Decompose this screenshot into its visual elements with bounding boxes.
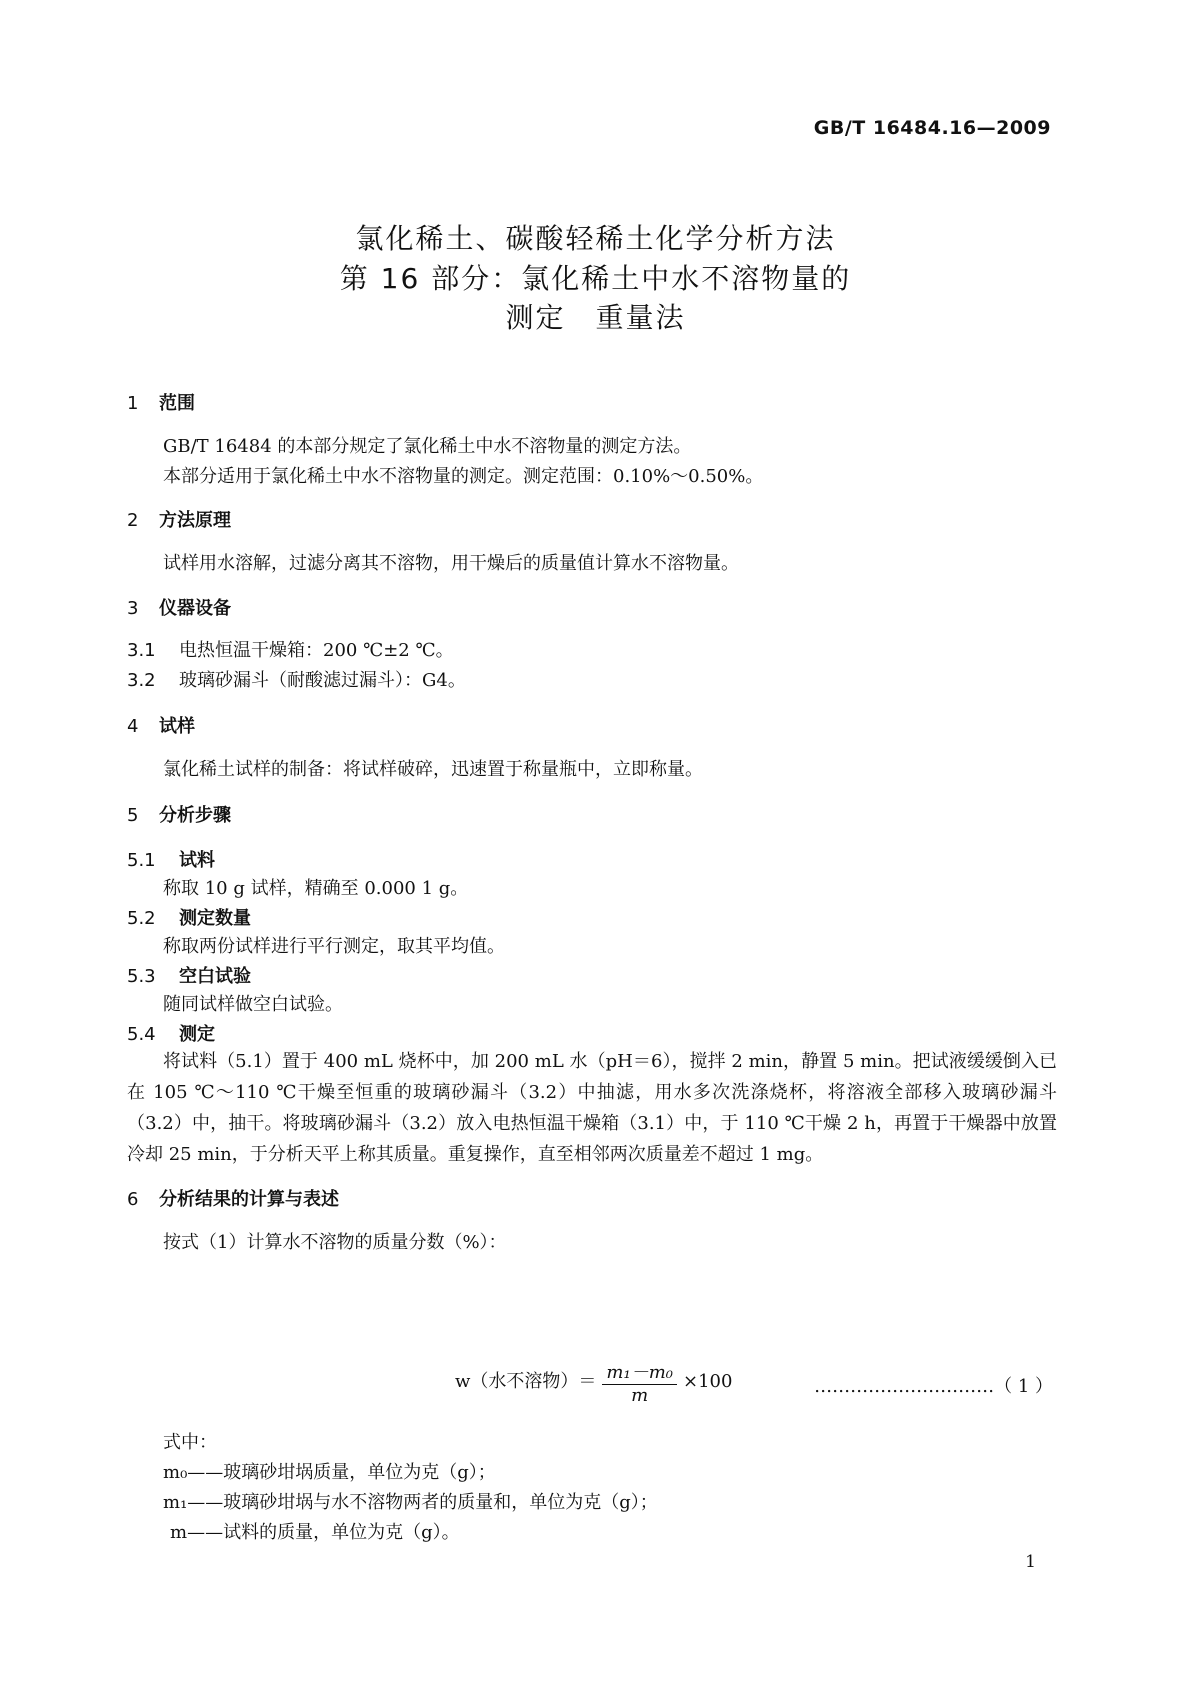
title-line-2: 第 16 部分：氯化稀土中水不溶物量的 [339, 262, 852, 295]
section-4-paragraph: 氯化稀土试样的制备：将试样破碎，迅速置于称量瓶中，立即称量。 [163, 759, 703, 780]
section-6-intro: 按式（1）计算水不溶物的质量分数（%）： [163, 1232, 507, 1253]
section-1-paragraph-1: GB/T 16484 的本部分规定了氯化稀土中水不溶物量的测定方法。 [163, 436, 692, 457]
formula-denominator: m [631, 1385, 649, 1406]
subsection-title: 空白试验 [179, 966, 251, 987]
title-line-1: 氯化稀土、碳酸轻稀土化学分析方法 [355, 222, 836, 255]
subsection-number: 5.2 [127, 908, 156, 929]
subsection-number: 5.1 [127, 850, 156, 871]
section-number: 2 [127, 510, 139, 531]
section-6-heading [127, 1185, 339, 1211]
variable-m1: m₁——玻璃砂坩埚与水不溶物两者的质量和，单位为克（g）； [163, 1492, 658, 1513]
subsection-5-3-heading [127, 962, 251, 988]
section-5-heading [127, 801, 231, 827]
equation-number: …………………………（ 1 ） [814, 1376, 1053, 1397]
section-2-heading [127, 506, 231, 532]
subsection-5-4-paragraph: 将试料（5.1）置于 400 mL 烧杯中，加 200 mL 水（pH＝6），搅拌 2 min，静置 5 min。把试液缓缓倒入已在 105 ℃～110 ℃干燥至恒重的玻璃砂漏斗（3.2）中抽滤，用水多次洗涤烧杯，将溶液全部移入玻璃砂漏斗（3.2）中，抽干。将玻璃砂漏斗（3.2）放入电热恒温干燥箱（3.1）中，于 110 ℃干燥 2 h，再置于干燥器中放置冷却 25 min，于分析天平上称其质量。重复操作，直至相邻两次质量差不超过 1 mg。 [127, 1051, 1057, 1165]
section-number: 6 [127, 1189, 139, 1210]
item-text: 电热恒温干燥箱：200 ℃±2 ℃。 [179, 640, 454, 661]
formula-rhs: ×100 [683, 1371, 733, 1392]
formula-numerator: m₁－m₀ [602, 1358, 677, 1385]
section-title: 范围 [159, 393, 195, 414]
section-title: 仪器设备 [159, 598, 231, 619]
subsection-title: 测定 [179, 1024, 215, 1045]
standard-code: GB/T 16484.16—2009 [813, 117, 1051, 139]
section-title: 分析结果的计算与表述 [159, 1189, 339, 1210]
page-number: 1 [1025, 1552, 1036, 1572]
subsection-title: 测定数量 [179, 908, 251, 929]
section-1-paragraph-2: 本部分适用于氯化稀土中水不溶物量的测定。测定范围：0.10%～0.50%。 [163, 466, 764, 487]
section-4-heading [127, 712, 195, 738]
section-title: 方法原理 [159, 510, 231, 531]
formula-fraction [602, 1358, 677, 1406]
section-3-heading [127, 594, 231, 620]
section-1-heading [127, 389, 195, 415]
item-text: 玻璃砂漏斗（耐酸滤过漏斗）：G4。 [179, 670, 466, 691]
title-line-3: 测定 重量法 [505, 301, 686, 334]
section-3-item-2 [127, 666, 466, 692]
item-number: 3.2 [127, 670, 156, 691]
section-title: 试样 [159, 716, 195, 737]
subsection-5-1-text: 称取 10 g 试样，精确至 0.000 1 g。 [163, 878, 469, 899]
section-3-item-1 [127, 636, 454, 662]
subsection-5-1-heading [127, 846, 215, 872]
section-number: 5 [127, 805, 139, 826]
section-number: 3 [127, 598, 139, 619]
subsection-number: 5.3 [127, 966, 156, 987]
section-number: 4 [127, 716, 139, 737]
subsection-5-2-heading [127, 904, 251, 930]
section-title: 分析步骤 [159, 805, 231, 826]
formula-1 [455, 1358, 732, 1406]
where-label: 式中： [163, 1432, 217, 1453]
subsection-5-3-text: 随同试样做空白试验。 [163, 994, 343, 1015]
variable-m: m——试料的质量，单位为克（g）。 [170, 1522, 460, 1543]
section-2-paragraph: 试样用水溶解，过滤分离其不溶物，用干燥后的质量值计算水不溶物量。 [163, 553, 739, 574]
section-number: 1 [127, 393, 139, 414]
subsection-number: 5.4 [127, 1024, 156, 1045]
variable-m0: m₀——玻璃砂坩埚质量，单位为克（g）； [163, 1462, 496, 1483]
formula-lhs: w（水不溶物）＝ [455, 1371, 597, 1392]
subsection-title: 试料 [179, 850, 215, 871]
item-number: 3.1 [127, 640, 156, 661]
subsection-5-2-text: 称取两份试样进行平行测定，取其平均值。 [163, 936, 505, 957]
subsection-5-4-heading [127, 1020, 215, 1046]
